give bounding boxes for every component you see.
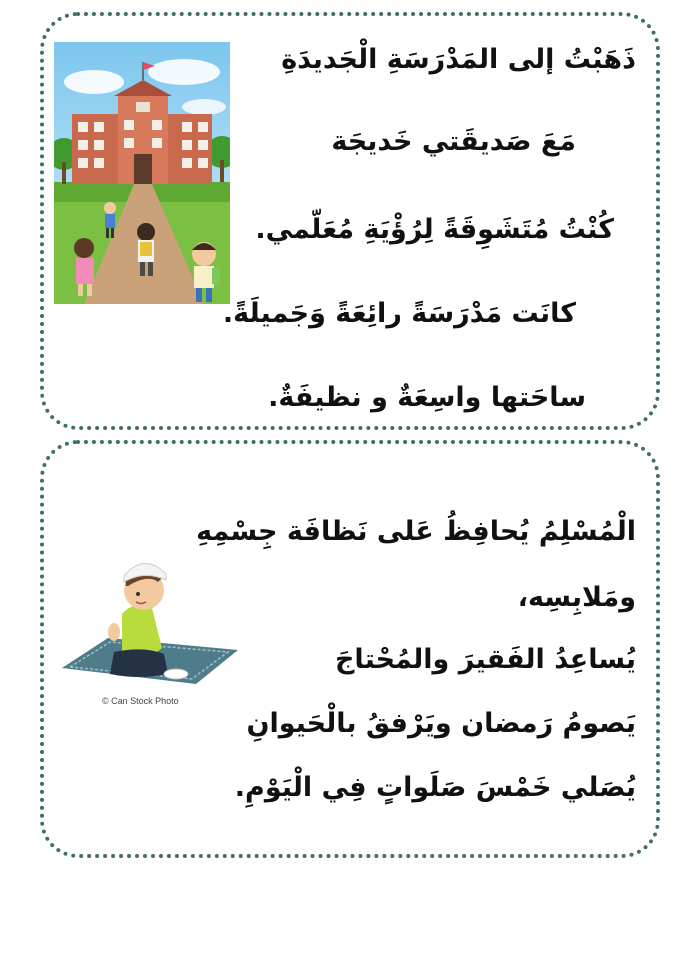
praying-boy-illustration bbox=[56, 536, 240, 696]
school-illustration bbox=[54, 42, 230, 304]
card1-line-5: ساحَتها واسِعَةٌ و نظيفَةٌ. bbox=[268, 382, 586, 413]
card1-line-1: ذَهَبْتُ إلى المَدْرَسَةِ الْجَديدَةِ bbox=[281, 44, 636, 75]
card2-line-4: يَصومُ رَمضان ويَرْفقُ بالْحَيوانِ bbox=[246, 708, 636, 739]
praying-boy-icon bbox=[56, 536, 240, 696]
school-scene-icon bbox=[54, 42, 230, 304]
card2-line-2: ومَلابِسِه، bbox=[517, 582, 636, 613]
card1-line-3: كُنْتُ مُتَشَوِقَةً لِرُؤْيَةِ مُعَلّمي. bbox=[255, 214, 614, 245]
card1-line-2: مَعَ صَديقَتي خَديجَة bbox=[331, 126, 576, 157]
school-card bbox=[40, 12, 660, 430]
muslim-card bbox=[40, 440, 660, 858]
card2-line-3: يُساعِدُ الفَقيرَ والمُحْتاجَ bbox=[334, 644, 636, 675]
card1-line-4: كانَت مَدْرَسَةً رائِعَةً وَجَميلَةً. bbox=[222, 298, 576, 329]
card2-line-1: الْمُسْلِمُ يُحافِظُ عَلى نَظافَة جِسْمِهِ bbox=[196, 516, 636, 547]
image-credit: © Can Stock Photo bbox=[102, 696, 179, 706]
card2-line-5: يُصَلي خَمْسَ صَلَواتٍ فِي الْيَوْمِ. bbox=[234, 772, 636, 803]
